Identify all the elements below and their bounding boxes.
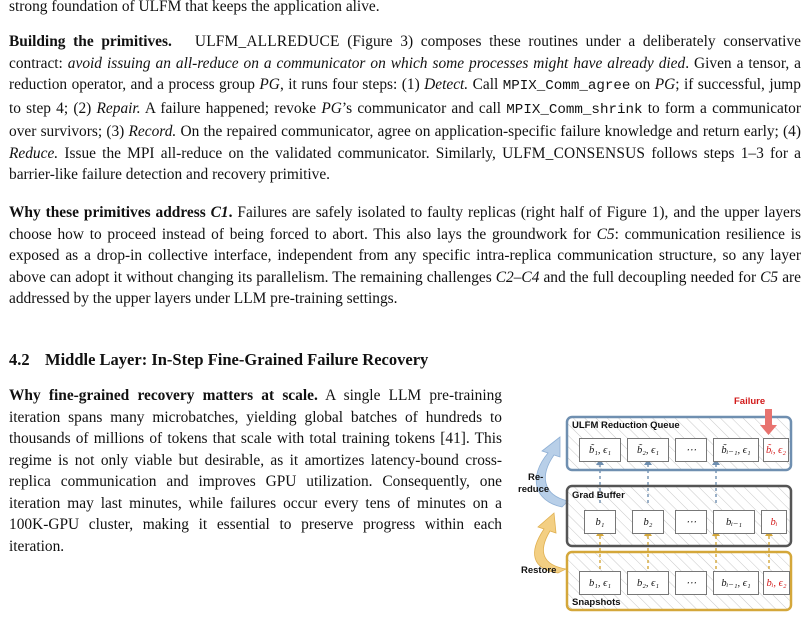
paragraph-lead: Why fine-grained recovery matters at scale. — [9, 387, 318, 404]
snapshots-label: Snapshots — [572, 597, 621, 608]
snapshot-cell: b₂, ϵ₁ — [627, 571, 669, 595]
section-title: Middle Layer: In-Step Fine-Grained Failure Recovery — [45, 350, 429, 369]
failure-arrow-shaft — [765, 409, 772, 427]
rereduce-label-line2: reduce — [518, 484, 550, 495]
mpi-agree-call: MPIX_Comm_agree — [502, 78, 631, 94]
paragraph-lead: Building the primitives. — [9, 33, 172, 50]
ulfm-allreduce-name: ULFM_ALLREDUCE — [194, 33, 340, 50]
mpi-shrink-call: MPIX_Comm_shrink — [506, 101, 643, 118]
snapshot-cell: b₁, ϵ₁ — [579, 571, 621, 595]
queue-cell: b̃₂, ϵ₁ — [627, 438, 669, 462]
rereduce-label-line1: Re- — [528, 472, 544, 483]
paragraph-lead: Why these primitives address C1. — [9, 204, 233, 221]
section-heading — [9, 349, 801, 371]
buffer-cell-current: bᵢ — [761, 510, 787, 534]
paragraph-why-primitives: Why these primitives address C1. Failures are safely isolated to faulty replicas (right half of Figure 1), and the upper layers choose how to proceed instead of being forced to abort. This also lays the groundwork for C5: communication resilience is exposed as a drop-in collective interface, independent from any specific intra-replica communication structure, so any layer above can adopt it without changing its parallelism. The remaining challenges C2–C4 and the full decoupling needed for C5 are addressed by the upper layers under LLM pre-training settings. — [9, 204, 801, 307]
restore-label: Restore — [521, 565, 557, 576]
queue-cell: b̃ᵢ₋₁, ϵ₁ — [713, 438, 759, 462]
snapshot-cell-ellipsis: ⋯ — [675, 571, 707, 595]
paragraph-fine-grained: Why fine-grained recovery matters at scale. A single LLM pre-training iteration spans many microbatches, yielding global batches of hundreds to thousands of millions of tokens that scale with total training tokens [41]. This regime is not only viable but desirable, as it amortizes latency-bound cross-replica communication and improves GPU utilization. Consequently, one iteration may last minutes, while failures occur every tens of minutes on a 100K-GPU cluster, making it essential to preserve progress within each iteration. — [9, 387, 502, 555]
failure-label: Failure — [734, 396, 766, 407]
buffer-cell: b₁ — [584, 510, 616, 534]
buffer-cell: b₂ — [632, 510, 664, 534]
paragraph-building-primitives: Building the primitives. ULFM_ALLREDUCE (Figure 3) composes these routines under a deliberately conservative contract: avoid issuing an all-reduce on a communicator on which some processes might have already died. Given a tensor, a reduction operator, and a process group PG, it runs four steps: (1) Detect. Call MPIX_Comm_agree on PG; if successful, jump to step 4; (2) Repair. A failure happened; revoke PG’s communicator and call MPIX_Comm_shrink to form a communicator over survivors; (3) Record. On the repaired communicator, agree on application-specific failure knowledge and return early; (4) Reduce. Issue the MPI all-reduce on the validated communicator. Similarly, ULFM_CONSENSUS follows steps 1–3 for a barrier-like failure detection and recovery primitive. — [9, 33, 802, 183]
queue-cell-ellipsis: ⋯ — [675, 438, 707, 462]
paragraph-continuation: strong foundation of ULFM that keeps the application alive. — [9, 0, 380, 15]
contract-text: avoid issuing an all-reduce on a communicator on which some processes might have already died — [67, 54, 686, 72]
queue-cell: b̃₁, ϵ₁ — [579, 438, 621, 462]
figure-recovery-queue — [514, 393, 794, 613]
queue-cell-failed: b̃ᵢ, ϵ₂ — [763, 438, 789, 462]
ulfm-consensus-name: ULFM_CONSENSUS — [502, 144, 646, 162]
section-number: 4.2 — [9, 350, 30, 369]
grad-buffer-label: Grad Buffer — [572, 490, 625, 501]
buffer-cell: bᵢ₋₁ — [713, 510, 755, 534]
reduction-queue-label: ULFM Reduction Queue — [572, 420, 680, 431]
snapshot-cell-current: bᵢ, ϵ₂ — [763, 571, 790, 595]
buffer-cell-ellipsis: ⋯ — [675, 510, 707, 534]
snapshot-cell: bᵢ₋₁, ϵ₁ — [713, 571, 759, 595]
restore-arrow — [535, 513, 566, 573]
